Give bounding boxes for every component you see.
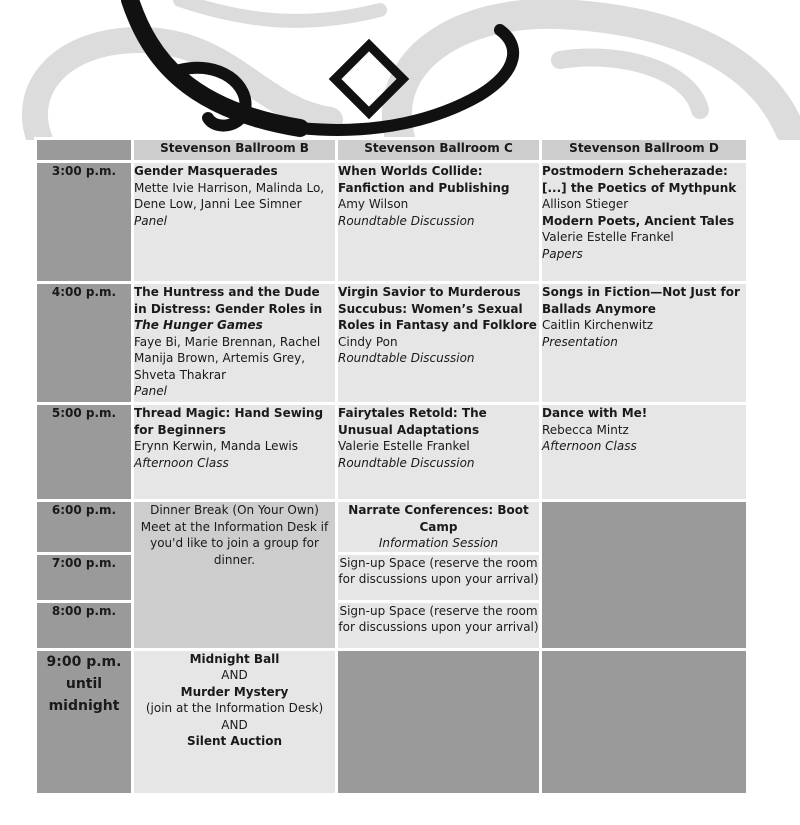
schedule-row [37,651,746,793]
session-type: Roundtable Discussion [338,213,475,228]
signup-cell: Sign-up Space (reserve the room for discussions upon your arrival) [338,603,539,648]
session-people: Cindy Pon [338,334,398,349]
session-title: Postmodern Scheherazade: [...] the Poetics of Mythpunk [542,164,737,195]
session-type: Panel [134,213,167,228]
session-title: Modern Poets, Ancient Tales [542,213,735,228]
session-cell [542,163,746,281]
schedule-row [37,284,746,402]
session-type: Roundtable Discussion [338,455,475,470]
session-people: Amy Wilson [338,197,409,211]
session-cell [542,405,746,499]
session-title: Thread Magic: Hand Sewing for Beginners [134,406,324,437]
session-cell [338,405,539,499]
session-cell [134,405,335,499]
time-label: 8:00 p.m. [37,603,131,648]
night-events-cell [134,651,335,793]
session-cell [542,284,746,402]
empty-cell [542,502,746,648]
time-label: 9:00 p.m. until midnight [37,651,131,793]
column-header: Stevenson Ballroom B [134,140,335,160]
session-type: Afternoon Class [134,455,229,470]
session-title [134,284,335,334]
session-cell [134,163,335,281]
session-cell [338,163,539,281]
event-and: AND [221,717,248,732]
session-people: Valerie Estelle Frankel [542,230,674,244]
session-type: Presentation [542,334,618,349]
session-title: Fairytales Retold: The Unusual Adaptations [338,406,487,437]
session-title-book: The Hunger Games [134,318,263,332]
session-title: When Worlds Collide: Fanfiction and Publishing [338,164,510,195]
event-line: Silent Auction [186,734,283,748]
decorative-swirl-header [0,0,800,140]
session-title: Narrate Conferences: Boot Camp [348,503,529,534]
schedule-row [37,405,746,499]
dinner-break-cell: Dinner Break (On Your Own) Meet at the Information Desk if you'd like to join a group for dinner. [134,502,335,648]
column-header: Stevenson Ballroom C [338,140,539,160]
time-label: 4:00 p.m. [37,284,131,402]
session-type: Afternoon Class [542,439,637,453]
corner-cell [37,140,131,160]
session-cell [338,284,539,402]
time-label: 6:00 p.m. [37,502,131,552]
session-title: Virgin Savior to Murderous Succubus: Women’s Sexual Roles in Fantasy and Folklore [338,285,537,332]
session-type: Panel [134,384,167,398]
signup-cell: Sign-up Space (reserve the room for discussions upon your arrival) [338,555,539,600]
session-people: Caitlin Kirchenwitz [542,318,654,332]
header-row [37,140,746,160]
session-people: Erynn Kerwin, Manda Lewis [134,439,298,453]
schedule-row [37,163,746,281]
column-header: Stevenson Ballroom D [542,140,746,160]
event-and: AND [221,668,248,682]
session-people: Valerie Estelle Frankel [338,439,470,453]
session-title: Songs in Fiction—Not Just for Ballads Anymore [542,285,740,316]
session-people: Rebecca Mintz [542,422,629,437]
session-people: Allison Stieger [542,197,629,211]
event-line: Murder Mystery [180,684,289,699]
time-label: 5:00 p.m. [37,405,131,499]
session-people: Mette Ivie Harrison, Malinda Lo, Dene Low, Janni Lee Simner [134,180,325,211]
schedule-table [34,137,749,796]
session-title-part: The Huntress and the Dude in Distress: Gender Roles in [134,285,323,316]
session-type: Papers [542,246,583,261]
event-line: Midnight Ball [189,651,280,666]
session-people: Faye Bi, Marie Brennan, Rachel Manija Brown, Artemis Grey, Shveta Thakrar [134,334,321,382]
empty-cell [338,651,539,793]
session-cell [134,284,335,402]
empty-cell [542,651,746,793]
schedule-row [37,502,746,552]
time-label: 7:00 p.m. [37,555,131,600]
session-title: Dance with Me! [542,406,648,420]
session-title: Gender Masquerades [134,164,278,178]
event-note: (join at the Information Desk) [145,701,324,715]
session-type: Information Session [378,536,499,550]
session-type: Roundtable Discussion [338,351,475,365]
time-label: 3:00 p.m. [37,163,131,281]
narrate-cell [338,502,539,552]
